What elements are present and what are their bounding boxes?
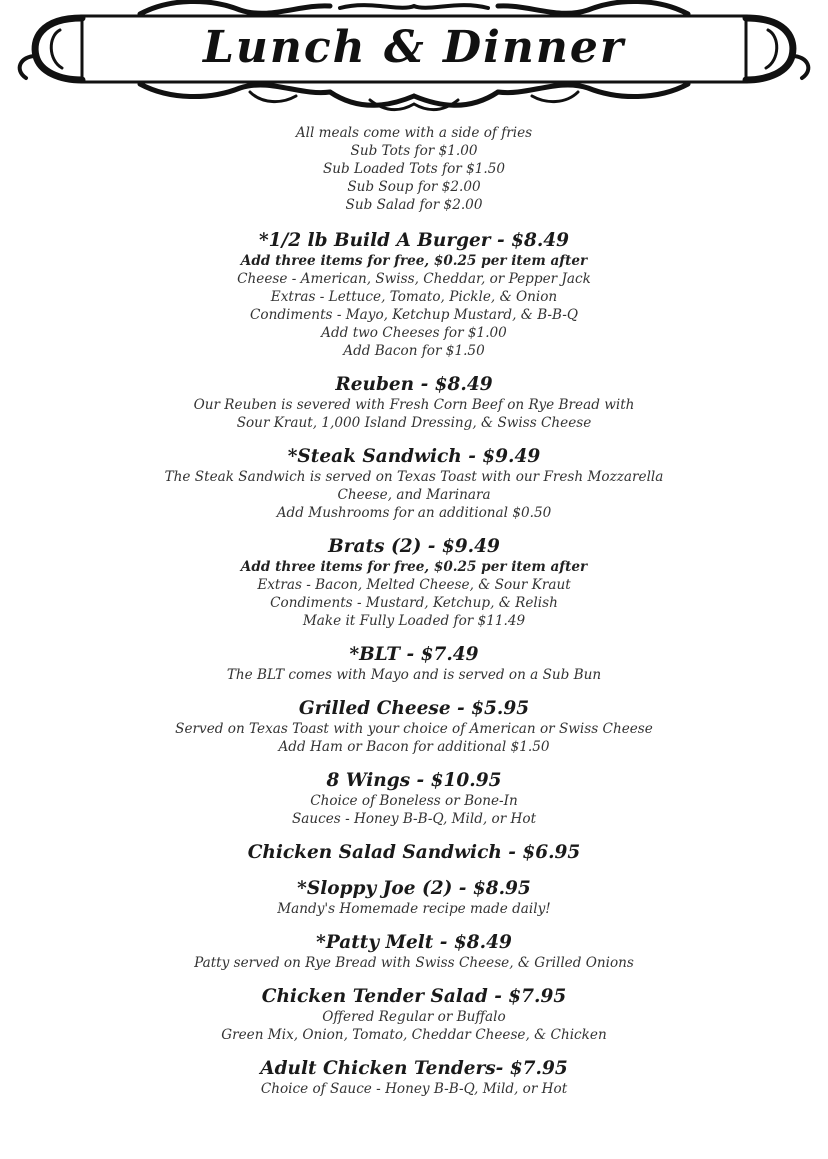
menu-item-description: Choice of Boneless or Bone-In: [310, 793, 518, 809]
menu-item-title: Reuben - $8.49: [335, 374, 493, 395]
menu-item-description: Extras - Bacon, Melted Cheese, & Sour Kraut: [257, 577, 571, 593]
menu-items: [0, 230, 828, 1098]
menu-item: [0, 230, 828, 360]
menu-item-description: Cheese - American, Swiss, Cheddar, or Pepper Jack: [237, 271, 591, 287]
menu-item-description: The Steak Sandwich is served on Texas Toast with our Fresh Mozzarella: [164, 469, 664, 485]
menu-item: [0, 842, 828, 864]
intro-block: [0, 124, 828, 214]
menu-item-description: Offered Regular or Buffalo: [322, 1009, 506, 1025]
menu-item-title: *1/2 lb Build A Burger - $8.49: [258, 230, 570, 251]
menu-item-description: Served on Texas Toast with your choice of American or Swiss Cheese: [175, 721, 653, 737]
menu-item-note: Add three items for free, $0.25 per item after: [240, 253, 588, 269]
menu-item: [0, 932, 828, 972]
menu-item-title: *Sloppy Joe (2) - $8.95: [297, 878, 531, 899]
menu-item-description: Our Reuben is severed with Fresh Corn Beef on Rye Bread with: [193, 397, 635, 413]
header-banner: [0, 0, 828, 118]
menu-item-description: Add Mushrooms for an additional $0.50: [276, 505, 552, 521]
menu-item: [0, 986, 828, 1044]
menu-item: [0, 878, 828, 918]
menu-item-description: Condiments - Mayo, Ketchup Mustard, & B-B-Q: [249, 307, 579, 323]
menu-item-title: Chicken Salad Sandwich - $6.95: [247, 842, 581, 863]
menu-item: [0, 1058, 828, 1098]
page-title: Lunch & Dinner: [202, 22, 626, 73]
menu-item-description: Patty served on Rye Bread with Swiss Cheese, & Grilled Onions: [194, 955, 634, 971]
menu-item-description: Make it Fully Loaded for $11.49: [302, 613, 526, 629]
menu-item-description: Mandy's Homemade recipe made daily!: [277, 901, 551, 917]
menu-item-note: Add three items for free, $0.25 per item after: [240, 559, 588, 575]
menu-item: [0, 446, 828, 522]
menu-item: [0, 536, 828, 630]
menu-item-description: Add Ham or Bacon for additional $1.50: [278, 739, 550, 755]
menu-item-description: The BLT comes with Mayo and is served on a Sub Bun: [226, 667, 602, 683]
menu-item-title: Brats (2) - $9.49: [328, 536, 500, 557]
menu-item-title: *Steak Sandwich - $9.49: [287, 446, 541, 467]
menu-item: [0, 770, 828, 828]
menu-item-title: Adult Chicken Tenders- $7.95: [260, 1058, 568, 1079]
intro-line: Sub Loaded Tots for $1.50: [322, 161, 506, 177]
menu-item: [0, 644, 828, 684]
intro-line: All meals come with a side of fries: [295, 125, 533, 141]
menu-item-title: 8 Wings - $10.95: [326, 770, 502, 791]
menu-item-title: Grilled Cheese - $5.95: [298, 698, 530, 719]
menu-item-description: Sour Kraut, 1,000 Island Dressing, & Swiss Cheese: [236, 415, 592, 431]
menu-item: [0, 698, 828, 756]
menu-item-description: Sauces - Honey B-B-Q, Mild, or Hot: [291, 811, 537, 827]
menu-body: [0, 124, 828, 1112]
menu-item-title: *BLT - $7.49: [349, 644, 479, 665]
menu-item-title: *Patty Melt - $8.49: [316, 932, 512, 953]
menu-item-description: Extras - Lettuce, Tomato, Pickle, & Onion: [270, 289, 558, 305]
menu-item: [0, 374, 828, 432]
menu-item-description: Cheese, and Marinara: [337, 487, 491, 503]
intro-line: Sub Soup for $2.00: [347, 179, 481, 195]
menu-item-title: Chicken Tender Salad - $7.95: [261, 986, 567, 1007]
menu-item-description: Green Mix, Onion, Tomato, Cheddar Cheese, & Chicken: [221, 1027, 607, 1043]
menu-item-description: Condiments - Mustard, Ketchup, & Relish: [270, 595, 558, 611]
intro-line: Sub Salad for $2.00: [345, 197, 483, 213]
menu-item-description: Add two Cheeses for $1.00: [321, 325, 507, 341]
menu-item-description: Add Bacon for $1.50: [343, 343, 485, 359]
menu-item-description: Choice of Sauce - Honey B-B-Q, Mild, or Hot: [260, 1081, 568, 1097]
intro-line: Sub Tots for $1.00: [350, 143, 478, 159]
